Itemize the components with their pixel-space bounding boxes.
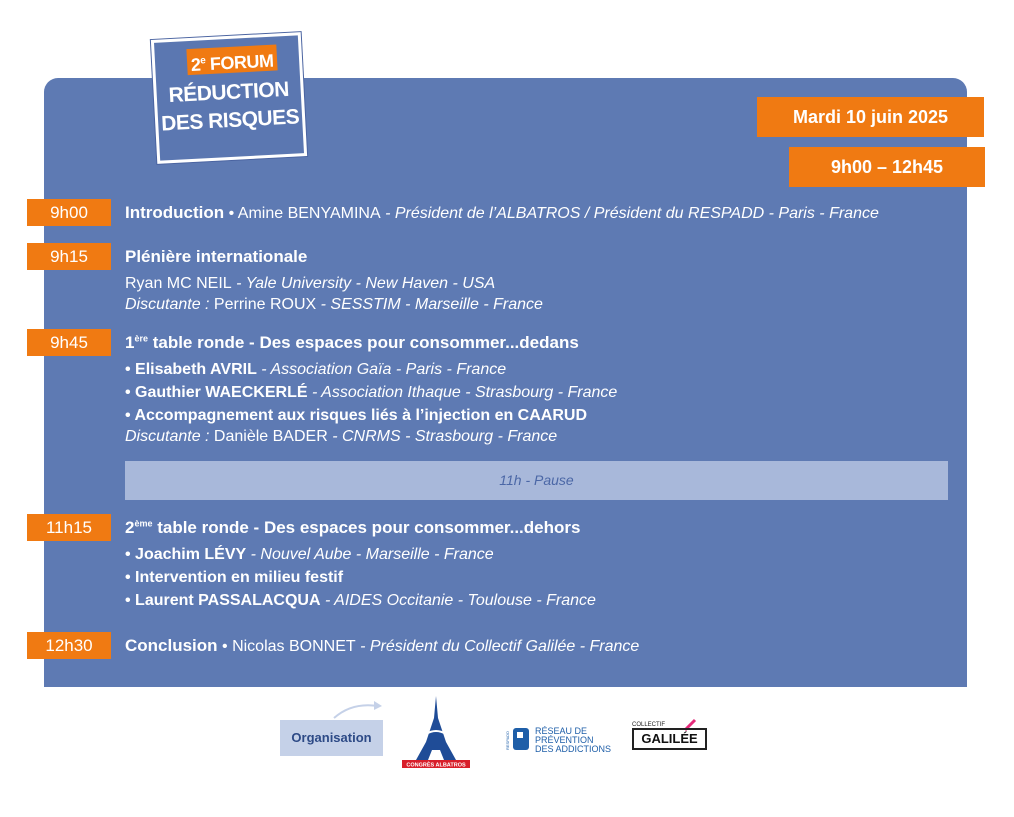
item-title: 2ème table ronde - Des espaces pour consommer...dehors xyxy=(125,518,581,537)
list-item: • Gauthier WAECKERLÉ - Association Ithaque - Strasbourg - France xyxy=(125,384,618,401)
logo-forum-badge: 2e FORUM xyxy=(186,44,277,75)
speaker-role: - Président du Collectif Galilée - France xyxy=(355,638,640,655)
time-tag: 9h45 xyxy=(27,329,111,356)
galilee-top-label: COLLECTIF xyxy=(632,722,666,728)
program-item-intro xyxy=(125,203,879,223)
logo-line-2: DES RISQUES xyxy=(160,105,300,136)
footer xyxy=(0,690,1014,817)
list-item: • Intervention en milieu festif xyxy=(125,569,344,586)
hours-badge: 9h00 – 12h45 xyxy=(789,147,985,187)
separator: • xyxy=(217,638,233,655)
speaker-name: Amine BENYAMINA xyxy=(237,205,381,222)
organisation-label: Organisation xyxy=(280,720,383,756)
item-title: Conclusion xyxy=(125,636,218,655)
date-badge: Mardi 10 juin 2025 xyxy=(757,97,984,137)
galilee-logo: GALILÉE xyxy=(632,728,707,750)
albatros-label: CONGRÈS ALBATROS xyxy=(406,762,466,769)
list-item: • Joachim LÉVY - Nouvel Aube - Marseille - France xyxy=(125,546,494,563)
list-item: • Accompagnement aux risques liés à l’injection en CAARUD xyxy=(125,407,588,424)
program-item-pleniere xyxy=(125,247,543,315)
item-title: Plénière internationale xyxy=(125,247,308,266)
respadd-text: RÉSEAU DE PRÉVENTION DES ADDICTIONS xyxy=(535,726,612,754)
svg-text:RESPADD: RESPADD xyxy=(505,730,510,750)
time-tag: 9h15 xyxy=(27,243,111,270)
time-tag: 12h30 xyxy=(27,632,111,659)
arrow-icon xyxy=(330,698,386,722)
forum-logo xyxy=(151,32,307,164)
discussant-label: Discutante : xyxy=(125,296,210,313)
speaker-name: Nicolas BONNET xyxy=(232,638,356,655)
program-item-table-ronde-1 xyxy=(125,333,617,447)
program-item-conclusion xyxy=(125,636,639,656)
item-title: 1ère table ronde - Des espaces pour consommer...dedans xyxy=(125,333,579,352)
respadd-logo xyxy=(505,726,533,754)
speaker-role: - Président de l’ALBATROS / Président du RESPADD - Paris - France xyxy=(380,205,879,222)
program-item-table-ronde-2 xyxy=(125,518,596,611)
albatros-logo xyxy=(398,694,474,770)
discussant-name: Perrine ROUX xyxy=(209,296,317,313)
list-item: • Elisabeth AVRIL - Association Gaïa - Paris - France xyxy=(125,361,507,378)
item-title: Introduction xyxy=(125,203,225,222)
time-tag: 9h00 xyxy=(27,199,111,226)
discussant-line: Discutante : Danièle BADER - CNRMS - Strasbourg - France xyxy=(125,428,558,445)
separator: • xyxy=(224,205,238,222)
pause-bar: 11h - Pause xyxy=(125,461,948,500)
speaker-line xyxy=(125,273,543,294)
speaker-name: Ryan MC NEIL xyxy=(125,275,232,292)
list-item: • Laurent PASSALACQUA - AIDES Occitanie - Toulouse - France xyxy=(125,592,596,609)
speaker-role: - Yale University - New Haven - USA xyxy=(231,275,496,292)
time-tag: 11h15 xyxy=(27,514,111,541)
logo-line-1: RÉDUCTION xyxy=(168,77,290,108)
discussant-role: - SESSTIM - Marseille - France xyxy=(316,296,543,313)
discussant-line xyxy=(125,294,543,315)
